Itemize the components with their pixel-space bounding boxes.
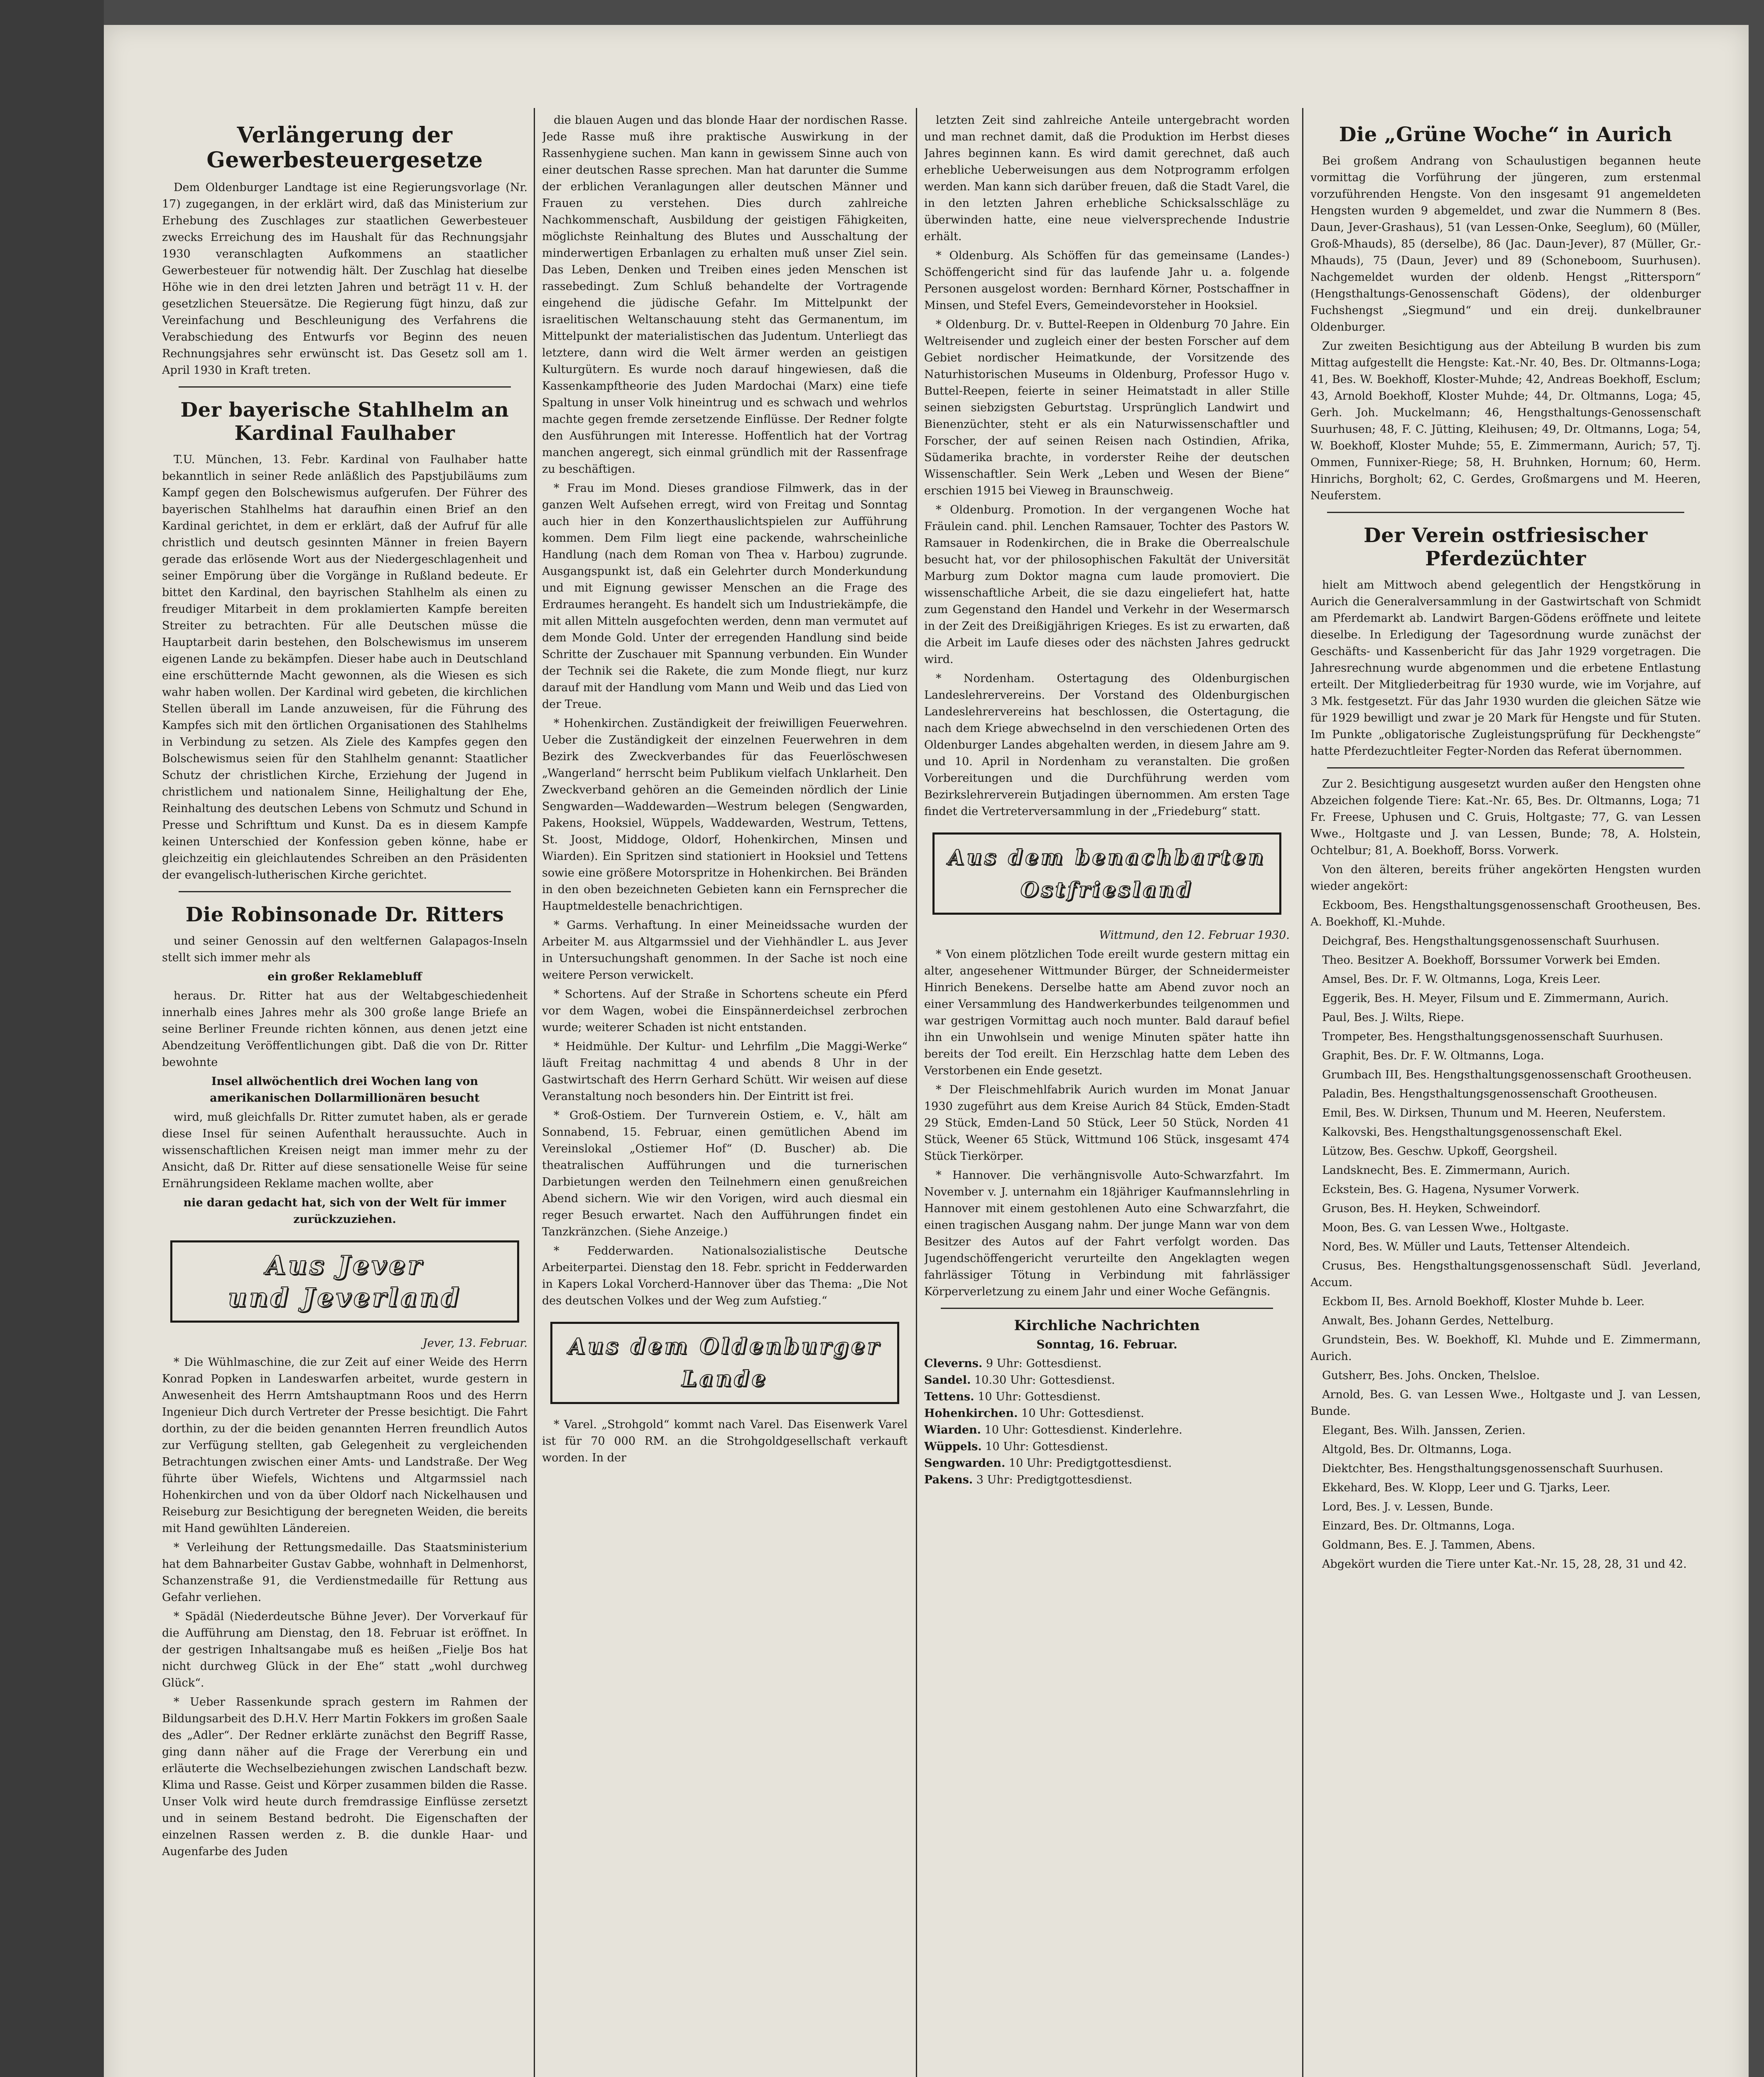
article-text: Zur zweiten Besichtigung aus der Abteilung B wurden bis zum Mittag aufgestellt die Hengste: Kat.-Nr. 40, Bes. Dr. Oltmanns-Loga; 41, Bes. W. Boekhoff, Kloster-Muhde; 42, Andreas Boekhoff, Esclum; 43, Arnold Boekhoff, Kloster Muhde; 44, Dr. Oltmanns, Loga; 45, Gerh. Joh. Muckelmann; 46, Hengsthaltungs-Genossenschaft Suurhusen; 48, F. C. Jütting, Kleihusen; 49, Dr. Oltmanns, Loga; 54, W. Boekhoff, Kloster Muhde; 55, E. Zimmermann, Aurich; 57, Tj. Ommen, Funnixer-Riege; 58, H. Bruhnken, Hornum; 60, Herm. Hinrichs, Borgholt; 62, C. Gerdes, Großmargens und M. Heeren, Neuferstem.: [1310, 340, 1701, 502]
emphasis-line: Insel allwöchentlich drei Wochen lang von amerikanischen Dollarmillionären besucht: [210, 1075, 480, 1105]
church-news-heading: Kirchliche Nachrichten: [1014, 1317, 1200, 1334]
list-item: Altgold, Bes. Dr. Oltmanns, Loga.: [1322, 1443, 1512, 1456]
list-item: Grundstein, Bes. W. Boekhoff, Kl. Muhde und E. Zimmermann, Aurich.: [1310, 1333, 1701, 1363]
newspaper-page: [104, 25, 1749, 2077]
article-text: * Der Fleischmehlfabrik Aurich wurden im Monat Januar 1930 zugeführt aus dem Kreise Aurich 84 Stück, Emden-Stadt 29 Stück, Emden-Land 50 Stück, Leer 50 Stück, Norden 41 Stück, Weener 65 Stück, Wittmund 106 Stück, insgesamt 474 Stück Tierkörper.: [924, 1083, 1290, 1163]
list-item: Emil, Bes. W. Dirksen, Thunum und M. Heeren, Neuferstem.: [1322, 1107, 1666, 1120]
list-item: Crusus, Bes. Hengsthaltungsgenossenschaft Südl. Jeverland, Accum.: [1310, 1259, 1701, 1289]
list-item: Sengwarden. 10 Uhr: Predigtgottesdienst.: [924, 1457, 1172, 1470]
divider: [1327, 767, 1684, 768]
divider: [941, 1308, 1273, 1309]
headline-pferdezuechter: Der Verein ostfriesischer Pferdezüchter: [1364, 524, 1648, 570]
column-1: [162, 112, 527, 2077]
list-item: Hohenkirchen. 10 Uhr: Gottesdienst.: [924, 1407, 1144, 1420]
article-text: * Fedderwarden. Nationalsozialistische Deutsche Arbeiterpartei. Dienstag den 18. Febr. spricht in Fedderwarden in Kapers Lokal Vorcherd-Hannover über das Thema: „Die Not des deutschen Volkes und der Weg zum Aufstieg.“: [542, 1245, 908, 1307]
list-item: Gruson, Bes. H. Heyken, Schweindorf.: [1322, 1202, 1541, 1215]
headline-gruene-woche: Die „Grüne Woche“ in Aurich: [1339, 123, 1673, 146]
dateline: Wittmund, den 12. Februar 1930.: [1099, 929, 1290, 942]
list-item: Goldmann, Bes. E. J. Tammen, Abens.: [1322, 1539, 1536, 1552]
headline-gewerbesteuer: Verlängerung der Gewerbesteuergesetze: [206, 123, 483, 173]
list-item: Amsel, Bes. Dr. F. W. Oltmanns, Loga, Kreis Leer.: [1322, 973, 1601, 986]
article-text: * Spädäl (Niederdeutsche Bühne Jever). Der Vorverkauf für die Aufführung am Dienstag, den 18. Februar ist eröffnet. In der gestrigen Inhaltsangabe muß es heißen „Fielje Bos hat nicht durchweg Glück in der Ehe“ statt „wohl durchweg Glück“.: [162, 1610, 527, 1689]
list-item: Abgekört wurden die Tiere unter Kat.-Nr. 15, 28, 28, 31 und 42.: [1322, 1558, 1687, 1571]
list-item: Graphit, Bes. Dr. F. W. Oltmanns, Loga.: [1322, 1049, 1544, 1062]
divider: [179, 891, 511, 892]
article-text: * Oldenburg. Dr. v. Buttel-Reepen in Oldenburg 70 Jahre. Ein Weltreisender und zugleich einer der besten Forscher auf dem Gebiet nordischer Heimatkunde, der Vorsitzende des Naturhistorischen Museums in Oldenburg, Professor Hugo v. Buttel-Reepen, feierte in seiner Heimatstadt in aller Stille seinen siebzigsten Geburtstag. Ursprünglich Landwirt und Bienenzüchter, steht er als ein Naturwissenschaftler und Forscher, der auf seinen Reisen nach Ostindien, Afrika, Südamerika brachte, in vorderster Reihe der deutschen Wissenschaftler. Sein Werk „Leben und Wesen der Biene“ erschien 1915 bei Vieweg in Braunschweig.: [924, 318, 1290, 497]
column-rule: [1302, 108, 1303, 2077]
list-item: Diektchter, Bes. Hengsthaltungsgenossenschaft Suurhusen.: [1322, 1462, 1663, 1475]
list-item: Eckboom, Bes. Hengsthaltungsgenossenschaft Grootheusen, Bes. A. Boekhoff, Kl.-Muhde.: [1310, 899, 1701, 928]
emphasis-line: ein großer Reklamebluff: [267, 970, 422, 983]
section-header-oldenburg: Aus dem Oldenburger Lande: [550, 1322, 899, 1404]
scanner-margin: [0, 0, 104, 2077]
horse-list: [1310, 897, 1701, 1573]
column-3: [924, 112, 1290, 2077]
article-text: * Von einem plötzlichen Tode ereilt wurde gestern mittag ein alter, angesehener Wittmunder Bürger, der Schneidermeister Hinrich Benekens. Derselbe hatte am Abend zuvor noch an einer Versammlung des Handwerkerbundes teilgenommen und war gestrigen Vormittag auch noch munter. Bald darauf befiel ihn ein Unwohlsein und wenige Minuten später hatte ihn bereits der Tod ereilt. Ein Herzschlag hatte dem Leben des Verstorbenen ein Ende gesetzt.: [924, 948, 1290, 1077]
article-text: Zur 2. Besichtigung ausgesetzt wurden außer den Hengsten ohne Abzeichen folgende Tiere: Kat.-Nr. 65, Bes. Dr. Oltmanns, Loga; 71 Fr. Freese, Uphusen und C. Gruis, Holtgaste; 77, G. van Lessen Wwe., Holtgaste und J. van Lessen, Bunde; 78, A. Holstein, Ochtelbur; 81, A. Boekhoff, Borss. Vorwerk.: [1310, 778, 1701, 857]
article-text: * Varel. „Strohgold“ kommt nach Varel. Das Eisenwerk Varel ist für 70 000 RM. an die Strohgoldgesellschaft verkauft worden. In der: [542, 1418, 908, 1464]
article-text: letzten Zeit sind zahlreiche Anteile untergebracht worden und man rechnet damit, daß die Produktion im Herbst dieses Jahres beginnen kann. Es wird damit gerechnet, daß auch erhebliche Ueberweisungen aus dem Notprogramm erfolgen werden. Man kann sich darüber freuen, daß die Stadt Varel, die in den letzten Jahren erhebliche Schicksalsschläge zu überwinden hatte, eine neue vielversprechende Industrie erhält.: [924, 114, 1290, 243]
article-text: Bei großem Andrang von Schaulustigen begannen heute vormittag die Vorführung der jüngeren, zum erstenmal vorzuführenden Hengste. Von den insgesamt 91 angemeldeten Hengsten wurden 9 abgemeldet, und zwar die Nummern 8 (Bes. Daun, Jever-Grashaus), 51 (van Lessen-Onke, Seeglum), 60 (Müller, Groß-Mhauds), 85 (derselbe), 86 (Jac. Daun-Jever), 87 (Müller, Gr.-Mhauds), 75 (Daun, Jever) und 89 (Schoneboom, Suurhusen). Nachgemeldet wurden der oldenb. Hengst „Rittersporn“ (Hengsthaltungs-Genossenschaft Gödens), der oldenburger Fuchshengst „Siegmund“ und ein dreij. dunkelbrauner Oldenburger.: [1310, 155, 1701, 334]
list-item: Eckstein, Bes. G. Hagena, Nysumer Vorwerk.: [1322, 1183, 1580, 1196]
church-news-date: Sonntag, 16. Februar.: [1036, 1338, 1178, 1351]
list-item: Einzard, Bes. Dr. Oltmanns, Loga.: [1322, 1520, 1515, 1532]
divider: [1327, 512, 1684, 513]
article-text: Dem Oldenburger Landtage ist eine Regierungsvorlage (Nr. 17) zugegangen, in der erklärt wird, daß das Ministerium zur Erhebung des Zuschlages zur staatlichen Gewerbesteuer zwecks Erreichung des im Haushalt für das Rechnungsjahr 1930 veranschlagten Aufkommens an staatlicher Gewerbesteuer für notwendig hält. Der Zuschlag hat dieselbe Höhe wie in den drei letzten Jahren und beträgt 11 v. H. der gesetzlichen Steuersätze. Die Regierung fügt hinzu, daß zur Vereinfachung und Beschleunigung des Verfahrens die Verabschiedung des Entwurfs vor Beginn des neuen Rechnungsjahres sehr erwünscht ist. Das Gesetz soll am 1. April 1930 in Kraft treten.: [162, 181, 527, 377]
article-text: * Hohenkirchen. Zuständigkeit der freiwilligen Feuerwehren. Ueber die Zuständigkeit der einzelnen Feuerwehren in dem Bezirk des Zweckverbandes für das Feuerlöschwesen „Wangerland“ herrscht beim Publikum vielfach Unklarheit. Den Zweckverband gehören an die Gemeinden nördlich der Linie Sengwarden—Waddewarden—Westrum belegen (Sengwarden, Pakens, Hooksiel, Wüppels, Waddewarden, Westrum, Tettens, St. Joost, Middoge, Oldorf, Hohenkirchen, Minsen und Wiarden). Ein Spritzen sind stationiert in Hooksiel und Tettens sowie eine größere Motorspritze in Hohenkirchen. Bei Bränden in den oben bezeichneten Gebieten kann ein Fernsprecher die Hauptmeldestelle benachrichtigen.: [542, 717, 908, 913]
list-item: Anwalt, Bes. Johann Gerdes, Nettelburg.: [1322, 1314, 1554, 1327]
list-item: Pakens. 3 Uhr: Predigtgottesdienst.: [924, 1473, 1133, 1486]
list-item: Ekkehard, Bes. W. Klopp, Leer und G. Tjarks, Leer.: [1322, 1481, 1611, 1494]
list-item: Lord, Bes. J. v. Lessen, Bunde.: [1322, 1500, 1494, 1513]
list-item: Eggerik, Bes. H. Meyer, Filsum und E. Zimmermann, Aurich.: [1322, 992, 1669, 1005]
list-item: Kalkovski, Bes. Hengsthaltungsgenossenschaft Ekel.: [1322, 1126, 1622, 1139]
list-item: Grumbach III, Bes. Hengsthaltungsgenossenschaft Grootheusen.: [1322, 1068, 1692, 1081]
section-header-jever: Aus Jever und Jeverland: [170, 1240, 519, 1323]
article-text: * Heidmühle. Der Kultur- und Lehrfilm „Die Maggi-Werke“ läuft Freitag nachmittag 4 und abends 8 Uhr in der Gastwirtschaft des Herrn Gerhard Schütt. Wir weisen auf diese Veranstaltung noch besonders hin. Der Eintritt ist frei.: [542, 1040, 908, 1103]
article-text: * Frau im Mond. Dieses grandiose Filmwerk, das in der ganzen Welt Aufsehen erregt, wird von Freitag und Sonntag auch hier in den Konzerthauslichtspielen zur Aufführung kommen. Dem Film liegt eine packende, wahrscheinliche Handlung (nach dem Roman von Thea v. Harbou) zugrunde. Ausgangspunkt ist, daß ein Gelehrter durch Monderkundung und mit Eignung gewisser Menschen an die Frage des Erdraumes herangeht. Es handelt sich um Industriekämpfe, die mit allen Mitteln ausgefochten werden, denn man vermutet auf dem Monde Gold. Unter der erregenden Handlung sind beide Schritte der Zuschauer mit Spannung verbunden. Ein Wunder der Technik sei die Rakete, die zum Monde fliegt, nur kurz darauf mit der Handlung vom Mann und Weib und das Lied von der Treue.: [542, 482, 908, 711]
list-item: Trompeter, Bes. Hengsthaltungsgenossenschaft Suurhusen.: [1322, 1030, 1663, 1043]
article-text: heraus. Dr. Ritter hat aus der Weltabgeschiedenheit innerhalb eines Jahres mehr als 300 große lange Briefe an seine Berliner Freunde richten können, aus denen jetzt eine Abendzeitung Veröffentlichungen gibt. Daß die von Dr. Ritter bewohnte: [162, 989, 527, 1069]
list-item: Lützow, Bes. Geschw. Upkoff, Georgsheil.: [1322, 1145, 1558, 1158]
list-item: Theo. Besitzer A. Boekhoff, Borssumer Vorwerk bei Emden.: [1322, 954, 1661, 967]
article-text: * Oldenburg. Promotion. In der vergangenen Woche hat Fräulein cand. phil. Lenchen Ramsauer, Tochter des Pastors W. Ramsauer in Rodenkirchen, die in Brake die Oberrealschule besucht hat, vor der philosophischen Fakultät der Universität Marburg zum Doktor magna cum laude promoviert. Die wissenschaftliche Arbeit, die sie dazu eingeliefert hat, hatte zum Gegenstand den Handel und Verkehr in der Wesermarsch in der Zeit des Dreißigjährigen Krieges. Es ist zu erwarten, daß die Arbeit im Laufe dieses oder des nächsten Jahres gedruckt wird.: [924, 503, 1290, 666]
list-item: Wüppels. 10 Uhr: Gottesdienst.: [924, 1440, 1108, 1453]
article-text: * Garms. Verhaftung. In einer Meineidssache wurden der Arbeiter M. aus Altgarmssiel und der Viehhändler L. aus Jever in Untersuchungshaft genommen. In der Sache ist noch eine weitere Person verwickelt.: [542, 919, 908, 982]
list-item: Paladin, Bes. Hengsthaltungsgenossenschaft Grootheusen.: [1322, 1088, 1658, 1100]
article-text: * Groß-Ostiem. Der Turnverein Ostiem, e. V., hält am Sonnabend, 15. Februar, einen gemütlichen Abend im Vereinslokal „Ostiemer Hof“ (D. Buscher) ab. Die theatralischen Aufführungen und die turnerischen Darbietungen werden den Teilnehmern einen genußreichen Abend sichern. Wie wir den Vorigen, wird auch diesmal ein reger Besuch erwartet. Nach den Aufführungen findet ein Tanzkränzchen. (Siehe Anzeige.): [542, 1109, 908, 1238]
column-rule: [916, 108, 917, 2077]
list-item: Wiarden. 10 Uhr: Gottesdienst. Kinderlehre.: [924, 1424, 1183, 1436]
column-2: [542, 112, 908, 2077]
column-4: [1310, 112, 1701, 2077]
article-text: * Nordenham. Ostertagung des Oldenburgischen Landeslehrervereins. Der Vorstand des Oldenburgischen Landeslehrervereins hat beschlossen, die Ostertagung, die nach dem Kriege abwechselnd in den verschiedenen Orten des Oldenburger Landes abgehalten werden, in diesem Jahre am 9. und 10. April in Nordenham zu veranstalten. Die großen Vorbereitungen und die Durchführung werden vom Bezirkslehrerverein Butjadingen übernommen. Am ersten Tage findet die Vertreterversammlung in der „Friedeburg“ statt.: [924, 672, 1290, 818]
emphasis-line: nie daran gedacht hat, sich von der Welt für immer zurückzuziehen.: [183, 1196, 506, 1226]
article-text: die blauen Augen und das blonde Haar der nordischen Rasse. Jede Rasse muß ihre praktische Auswirkung in der Rassenhygiene suchen. Man kann in gewissem Sinne auch von einer deutschen Rasse sprechen. Man hat darunter die Summe der erblichen Veranlagungen aller deutschen Männer und Frauen zu verstehen. Dies durch zahlreiche Nachkommenschaft, Ausbildung der geistigen Fähigkeiten, möglichste Reinhaltung des Blutes und Ausschaltung der minderwertigen Erbanlagen zu erhalten muß unser Ziel sein. Das Leben, Denken und Treiben eines jeden Menschen ist rassebedingt. Zum Schluß behandelte der Vortragende eingehend die jüdische Gefahr. Im Mittelpunkt der israelitischen Weltanschauung steht das Germanentum, im Mittelpunkt der materialistischen das Judentum. Unterliegt das letztere, dann wird die Welt ärmer werden an geistigen Kulturgütern. Es wurde noch darauf hingewiesen, daß die Kassenkampftheorie des Juden Mardochai (Marx) eine tiefe Spaltung in unser Volk hineintrug und es schwach und wehrlos machte gegen fremde zersetzende Einflüsse. Der Redner folgte den Ausführungen mit Interesse. Hoffentlich hat der Vortrag manchen angeregt, sich einmal gründlich mit der Rassenfrage zu beschäftigen.: [542, 114, 908, 476]
article-text: T.U. München, 13. Febr. Kardinal von Faulhaber hatte bekanntlich in seiner Rede anläßlich des Papstjubiläums zum Kampf gegen den Bolschewismus aufgerufen. Der Führer des bayerischen Stahlhelms hat daraufhin einen Brief an den Kardinal gerichtet, in dem er erklärt, daß der Aufruf für alle christlich und deutsch gesinnten Männer in freien Bayern gerade das erlösende Wort aus der Niedergeschlagenheit und seiner Empörung über die Vorgänge in Rußland bedeute. Er bittet den Kardinal, den bayrischen Stahlhelm als einen zu freudiger Mitarbeit in dem proklamierten Kampfe bereiten Streiter zu betrachten. Für alle Deutschen müsse die Hauptarbeit darin bestehen, den Bolschewismus im unserem eigenen Lande zu bekämpfen. Dieser habe auch in Deutschland eine erschütternde Macht gewonnen, als die Wiesen es sich wahr haben wollen. Der Kardinal wird gebeten, die kirchlichen Stellen überall im Lande anzuweisen, für die Führung des Kampfes sich mit den örtlichen Organisationen des Stahlhelms in Verbindung zu setzen. Als Ziele des Kampfes gegen den Bolschewismus seien für den Stahlhelm genannt: Staatlicher Schutz der christlichen Kirche, Erziehung der Jugend in christlichem und nationalem Sinne, Heilighaltung der Ehe, Reinhaltung des deutschen Lebens von Schmutz und Schund in Presse und Schrifttum und Kunst. Da es in diesem Kampfe keinen Unterschied der Konfession geben könne, habe er gleichzeitig ein gleichlautendes Schreiben an den Präsidenten der evangelisch-lutherischen Kirche gerichtet.: [162, 453, 527, 881]
article-text: hielt am Mittwoch abend gelegentlich der Hengstkörung in Aurich die Generalversammlung in der Gastwirtschaft von Schmidt am Pferdemarkt ab. Landwirt Bargen-Gödens eröffnete und leitete dieselbe. In Erledigung der Tagesordnung wurde zunächst der Geschäfts- und Kassenbericht für das Jahr 1929 vorgetragen. Die Jahresrechnung wurde abgenommen und die erbetene Entlastung erteilt. Der Mitgliederbeitrag für 1930 wurde, wie im Vorjahre, auf 3 Mk. festgesetzt. Für das Jahr 1930 wurden die gleichen Sätze wie für 1929 bewilligt und zwar je 20 Mark für Hengste und für Stuten. Im Punkte „obligatorische Zugleistungsprüfung für Deckhengste“ hatte Pferdezuchtleiter Fegter-Norden das Referat übernommen.: [1310, 579, 1701, 758]
section-header-ostfriesland: Aus dem benachbarten Ostfriesland: [932, 832, 1281, 915]
article-text: und seiner Genossin auf den weltfernen Galapagos-Inseln stellt sich immer mehr als: [162, 935, 527, 964]
article-text: * Oldenburg. Als Schöffen für das gemeinsame (Landes-) Schöffengericht sind für das laufende Jahr u. a. folgende Personen ausgelost worden: Bernhard Körner, Postschaffner in Minsen, und Stefel Evers, Gemeindevorsteher in Hooksiel.: [924, 249, 1290, 312]
list-item: Moon, Bes. G. van Lessen Wwe., Holtgaste.: [1322, 1221, 1569, 1234]
list-item: Deichgraf, Bes. Hengsthaltungsgenossenschaft Suurhusen.: [1322, 935, 1660, 948]
list-item: Cleverns. 9 Uhr: Gottesdienst.: [924, 1357, 1102, 1370]
article-text: * Hannover. Die verhängnisvolle Auto-Schwarzfahrt. Im November v. J. unternahm ein 18jähriger Kaufmannslehrling in Hannover mit einem gestohlenen Auto eine Schwarzfahrt, die einen tragischen Ausgang nahm. Der junge Mann war von dem Besitzer des Autos auf der Fahrt verfolgt worden. Das Jugendschöffengericht verurteilte den Angeklagten wegen fahrlässiger Tötung in Verbindung mit fahrlässiger Körperverletzung zu einem Jahr und einer Woche Gefängnis.: [924, 1169, 1290, 1298]
headline-stahlhelm: Der bayerische Stahlhelm an Kardinal Faulhaber: [180, 398, 509, 445]
column-rule: [534, 108, 535, 2077]
list-item: Elegant, Bes. Wilh. Janssen, Zerien.: [1322, 1424, 1526, 1437]
church-service-list: [924, 1355, 1290, 1488]
article-text: * Die Wühlmaschine, die zur Zeit auf einer Weide des Herrn Konrad Popken in Landeswarfen arbeitet, wurde gestern in Anwesenheit des Herrn Amtshauptmann Roos und des Herrn Ingenieur Dich durch Vertreter der Presse besichtigt. Die Fahrt dorthin, zu der die beiden genannten Herren freundlich Autos zur Verfügung stellten, gab Gelegenheit zu vergleichenden Betrachtungen zwischen einer Amts- und Landstraße. Der Weg führte über Wiefels, Wichtens und Altgarmssiel nach Hohenkirchen und von da über Oldorf nach Nickelhausen und Reiseburg zur Besichtigung der beregneten Weiden, die bereits mit Hand gewühlten Ländereien.: [162, 1356, 527, 1535]
list-item: Paul, Bes. J. Wilts, Riepe.: [1322, 1011, 1465, 1024]
list-item: Gutsherr, Bes. Johs. Oncken, Thelsloe.: [1322, 1369, 1540, 1382]
article-text: * Verleihung der Rettungsmedaille. Das Staatsministerium hat dem Bahnarbeiter Gustav Gabbe, wohnhaft in Delmenhorst, Schanzenstraße 91, die Verdienstmedaille für Rettung aus Gefahr verliehen.: [162, 1541, 527, 1604]
divider: [179, 386, 511, 388]
list-item: Landsknecht, Bes. E. Zimmermann, Aurich.: [1322, 1164, 1570, 1177]
list-item: Nord, Bes. W. Müller und Lauts, Tettenser Altendeich.: [1322, 1240, 1630, 1253]
dateline: Jever, 13. Februar.: [422, 1337, 527, 1350]
list-item: Tettens. 10 Uhr: Gottesdienst.: [924, 1390, 1101, 1403]
article-text: wird, muß gleichfalls Dr. Ritter zumutet haben, als er gerade diese Insel für seinen Aufenthalt heraussuchte. Auch in wissenschaftlichen Kreisen neigt man immer mehr zu der Ansicht, daß Dr. Ritter auf diese sensationelle Weise für seine Ernährungsideen Reklame machen wollte, aber: [162, 1111, 527, 1190]
article-text: * Schortens. Auf der Straße in Schortens scheute ein Pferd vor dem Wagen, wobei die Einspännerdeichsel zerbrochen wurde; weiterer Schaden ist nicht entstanden.: [542, 988, 908, 1034]
headline-robinsonade: Die Robinsonade Dr. Ritters: [185, 903, 504, 926]
list-item: Arnold, Bes. G. van Lessen Wwe., Holtgaste und J. van Lessen, Bunde.: [1310, 1388, 1701, 1418]
list-item: Sandel. 10.30 Uhr: Gottesdienst.: [924, 1374, 1115, 1387]
article-text: * Ueber Rassenkunde sprach gestern im Rahmen der Bildungsarbeit des D.H.V. Herr Martin Fokkers im großen Saale des „Adler“. Der Redner erklärte zunächst den Begriff Rasse, ging dann näher auf die Frage der Vererbung ein und erläuterte die Wechselbeziehungen zwischen Landschaft bezw. Klima und Rasse. Geist und Körper zusammen bilden die Rasse. Unser Volk wird heute durch fremdrassige Einflüsse zersetzt und in seinem Bestand bedroht. Die Eigenschaften der einzelnen Rassen werden z. B. die dunkle Haar- und Augenfarbe des Juden: [162, 1696, 527, 1858]
list-item: Eckbom II, Bes. Arnold Boekhoff, Kloster Muhde b. Leer.: [1322, 1295, 1645, 1308]
article-text: Von den älteren, bereits früher angekörten Hengsten wurden wieder angekört:: [1310, 863, 1701, 893]
